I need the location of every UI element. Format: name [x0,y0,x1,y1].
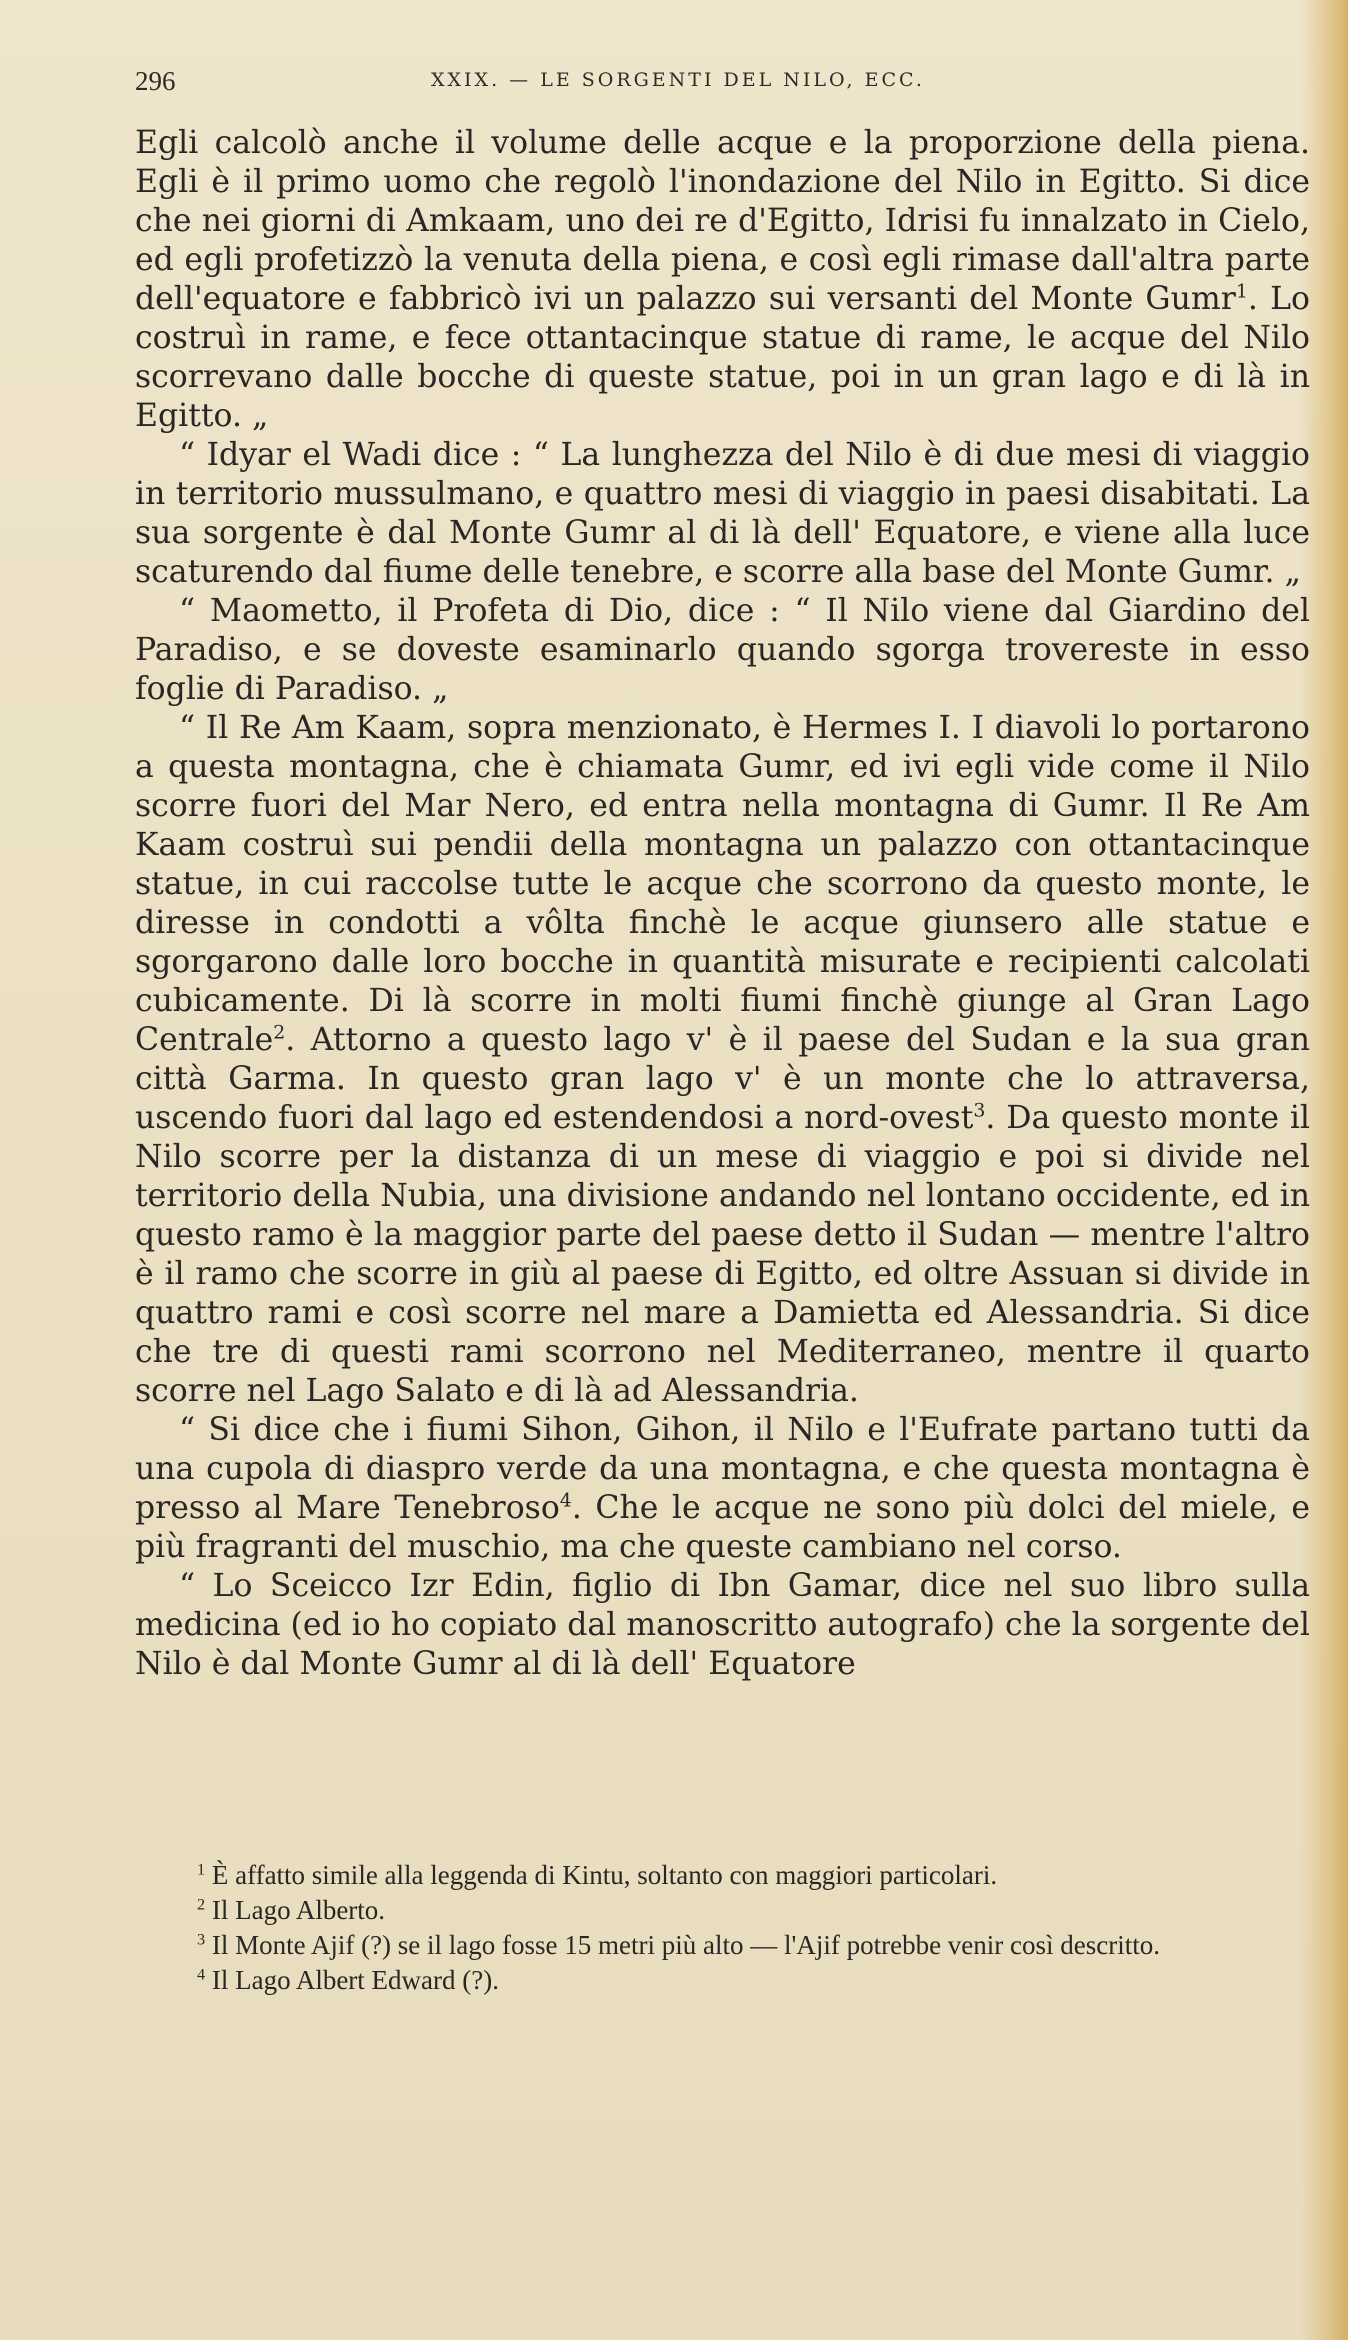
footnote [135,1928,1310,1963]
paragraph-text: Egli calcolò anche il volume delle acque e la proporzione della piena. Egli è il primo uomo che regolò l'inondazione del Nilo in Egitto. Si dice che nei giorni di Amkaam, uno dei re d'Egitto, Idrisi fu innalzato in Cielo, ed egli profetizzò la venuta della piena, e così egli rimase dall'altra parte dell'equatore e fabbricò ivi un palazzo sui versanti del Monte Gumr [135,125,1310,317]
paragraph-text: “ Idyar el Wadi dice : “ La lunghezza del Nilo è di due mesi di viaggio in territorio mussulmano, e quattro mesi di viaggio in paesi disabitati. La sua sorgente è dal Monte Gumr al di là dell' Equatore, e viene alla luce scaturendo dal fiume delle tenebre, e scorre alla base del Monte Gumr. „ [135,437,1310,590]
paragraph-text: “ Lo Sceicco Izr Edin, figlio di Ibn Gamar, dice nel suo libro sulla medicina (ed io ho copiato dal manoscritto autografo) che la sorgente del Nilo è dal Monte Gumr al di là dell' Equatore [135,1568,1310,1682]
paragraph [135,1567,1310,1684]
paragraph [135,436,1310,592]
footnote-text: È affatto simile alla leggenda di Kintu, soltanto con maggiori particolari. [211,1860,998,1890]
paragraph [135,124,1310,436]
footnote-text: Il Lago Albert Edward (?). [211,1965,499,1995]
footnote-marker: 4 [197,1965,206,1984]
footnote-marker: 1 [197,1860,206,1879]
paragraph-text: . Attorno a questo lago v' è il paese del Sudan e la sua gran città Garma. In questo gran lago v' è un monte che lo attraversa, uscendo fuori dal lago ed estendendosi a nord-ovest [135,1022,1310,1136]
paragraph [135,1411,1310,1567]
footnote-ref: 2 [273,1021,286,1044]
paragraph-text: . Da questo monte il Nilo scorre per la distanza di un mese di viaggio e poi si divide nel territorio della Nubia, una divisione andando nel lontano occidente, ed in questo ramo è la maggior parte del paese detto il Sudan — mentre l'altro è il ramo che scorre in giù al paese di Egitto, ed oltre Assuan si divide in quattro rami e così scorre nel mare a Damietta ed Alessandria. Si dice che tre di questi rami scorrono nel Mediterraneo, mentre il quarto scorre nel Lago Salato e di là ad Alessandria. [135,1100,1310,1409]
footnote-ref: 4 [559,1489,572,1512]
page-number: 296 [135,66,176,96]
paragraph-text: “ Si dice che i fiumi Sihon, Gihon, il Nilo e l'Eufrate partano tutti da una cupola di diaspro verde da una montagna, e che questa montagna è presso al Mare Tenebroso [135,1412,1310,1526]
paragraph [135,592,1310,709]
main-text [135,124,1310,1684]
footnote [135,1858,1310,1893]
footnote-ref: 3 [973,1099,986,1122]
paragraph-text: “ Maometto, il Profeta di Dio, dice : “ Il Nilo viene dal Giardino del Paradiso, e se doveste esaminarlo quando sgorga trovereste in esso foglie di Paradiso. „ [135,593,1310,707]
footnote-marker: 3 [197,1930,206,1949]
footnote [135,1963,1310,1998]
footnote-ref: 1 [1235,280,1248,303]
footnotes [135,1858,1310,1998]
paragraph [135,709,1310,1411]
paragraph-text: . Lo costruì in rame, e fece ottantacinque statue di rame, le acque del Nilo scorrevano dalle bocche di queste statue, poi in un gran lago e di là in Egitto. „ [135,281,1310,434]
page-header [135,66,1310,106]
paragraph-text: “ Il Re Am Kaam, sopra menzionato, è Hermes I. I diavoli lo portarono a questa montagna, che è chiamata Gumr, ed ivi egli vide come il Nilo scorre fuori del Mar Nero, ed entra nella montagna di Gumr. Il Re Am Kaam costruì sui pendii della montagna un palazzo con ottantacinque statue, in cui raccolse tutte le acque che scorrono da questo monte, le diresse in condotti a vôlta finchè le acque giunsero alle statue e sgorgarono dalle loro bocche in quantità misurate e recipienti calcolati cubicamente. Di là scorre in molti fiumi finchè giunge al Gran Lago Centrale [135,710,1310,1058]
paragraph-text: . Che le acque ne sono più dolci del miele, e più fragranti del muschio, ma che queste cambiano nel corso. [135,1490,1310,1565]
footnote-text: Il Lago Alberto. [211,1895,386,1925]
footnote-marker: 2 [197,1895,206,1914]
footnote [135,1893,1310,1928]
running-head: XXIX. — LE SORGENTI DEL NILO, ECC. [431,69,925,91]
footnote-text: Il Monte Ajif (?) se il lago fosse 15 metri più alto — l'Ajif potrebbe venir così descritto. [211,1930,1160,1960]
